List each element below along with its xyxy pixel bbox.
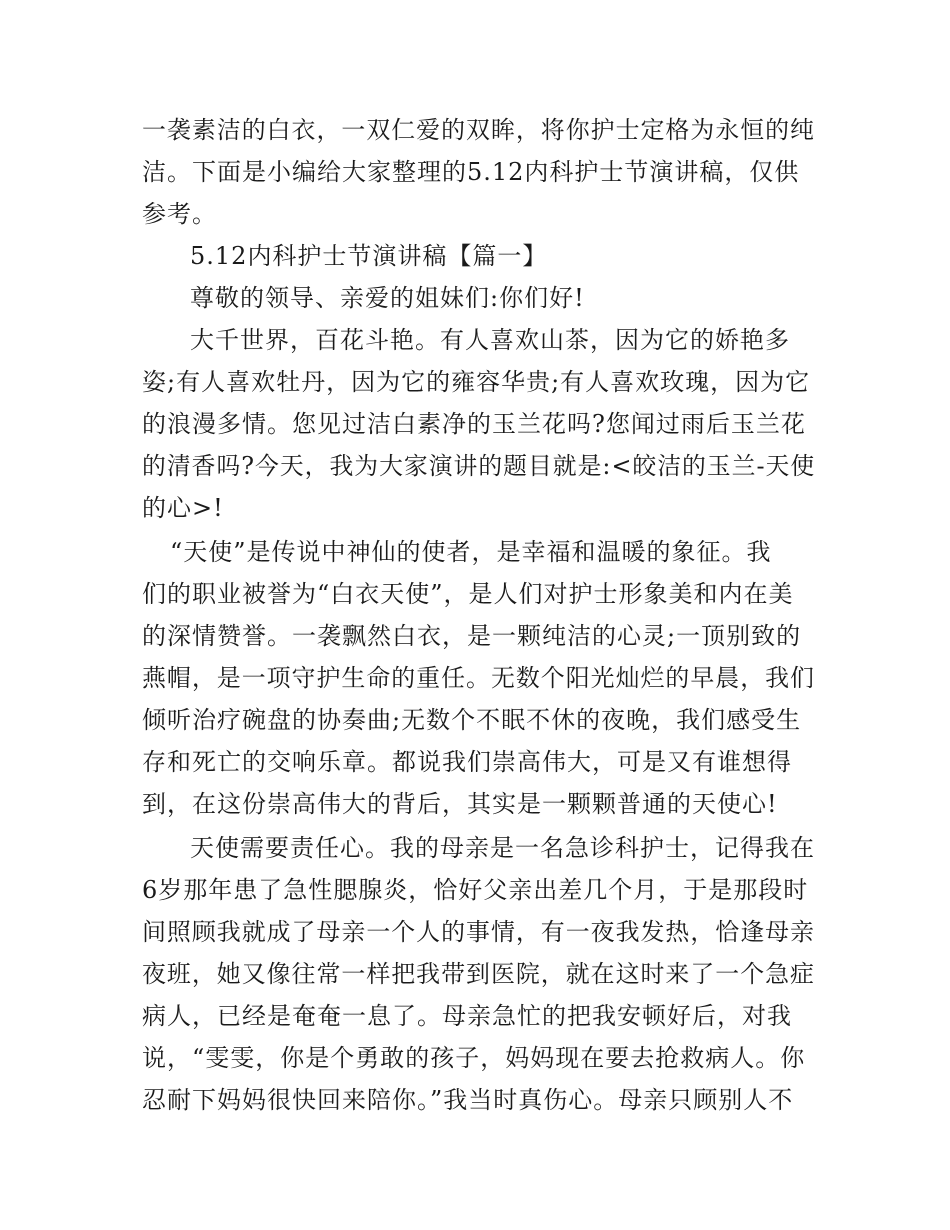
text-line: 的心>! — [142, 494, 224, 522]
text-line: 说，“雯雯，你是个勇敢的孩子，妈妈现在要去抢救病人。你 — [142, 1044, 806, 1072]
text-line: 洁。下面是小编给大家整理的5.12内科护士节演讲稿，仅供 — [142, 158, 800, 186]
text-line: 到，在这份崇高伟大的背后，其实是一颗颗普通的天使心! — [142, 790, 778, 818]
text-line: 的浪漫多情。您见过洁白素净的玉兰花吗?您闻过雨后玉兰花 — [142, 410, 806, 438]
text-line: 大千世界，百花斗艳。有人喜欢山茶，因为它的娇艳多 — [190, 326, 790, 354]
section-heading: 5.12内科护士节演讲稿【篇一】 — [190, 242, 548, 270]
salutation: 尊敬的领导、亲爱的姐妹们:你们好! — [190, 284, 585, 312]
text-line: 间照顾我就成了母亲一个人的事情，有一夜我发热，恰逢母亲 — [142, 918, 815, 946]
text-line: 姿;有人喜欢牡丹，因为它的雍容华贵;有人喜欢玫瑰，因为它 — [142, 368, 811, 396]
text-line: 6岁那年患了急性腮腺炎，恰好父亲出差几个月，于是那段时 — [142, 876, 809, 904]
text-line: 忍耐下妈妈很快回来陪你。”我当时真伤心。母亲只顾别人不 — [142, 1086, 794, 1114]
text-line: “天使”是传说中神仙的使者，是幸福和温暖的象征。我 — [170, 538, 772, 566]
text-line: 倾听治疗碗盘的协奏曲;无数个不眠不休的夜晚，我们感受生 — [142, 706, 802, 734]
text-line: 们的职业被誉为“白衣天使”，是人们对护士形象美和内在美 — [142, 580, 794, 608]
text-line: 夜班，她又像往常一样把我带到医院，就在这时来了一个急症 — [142, 960, 815, 988]
text-line: 天使需要责任心。我的母亲是一名急诊科护士，记得我在 — [190, 834, 815, 862]
text-line: 参考。 — [142, 200, 217, 228]
text-line: 存和死亡的交响乐章。都说我们崇高伟大，可是又有谁想得 — [142, 748, 792, 776]
text-line: 病人，已经是奄奄一息了。母亲急忙的把我安顿好后，对我 — [142, 1002, 792, 1030]
text-line: 一袭素洁的白衣，一双仁爱的双眸，将你护士定格为永恒的纯 — [142, 116, 815, 144]
text-line: 燕帽，是一项守护生命的重任。无数个阳光灿烂的早晨，我们 — [142, 664, 815, 692]
text-line: 的清香吗?今天，我为大家演讲的题目就是:<皎洁的玉兰-天使 — [142, 452, 816, 480]
text-line: 的深情赞誉。一袭飘然白衣，是一颗纯洁的心灵;一顶别致的 — [142, 622, 802, 650]
